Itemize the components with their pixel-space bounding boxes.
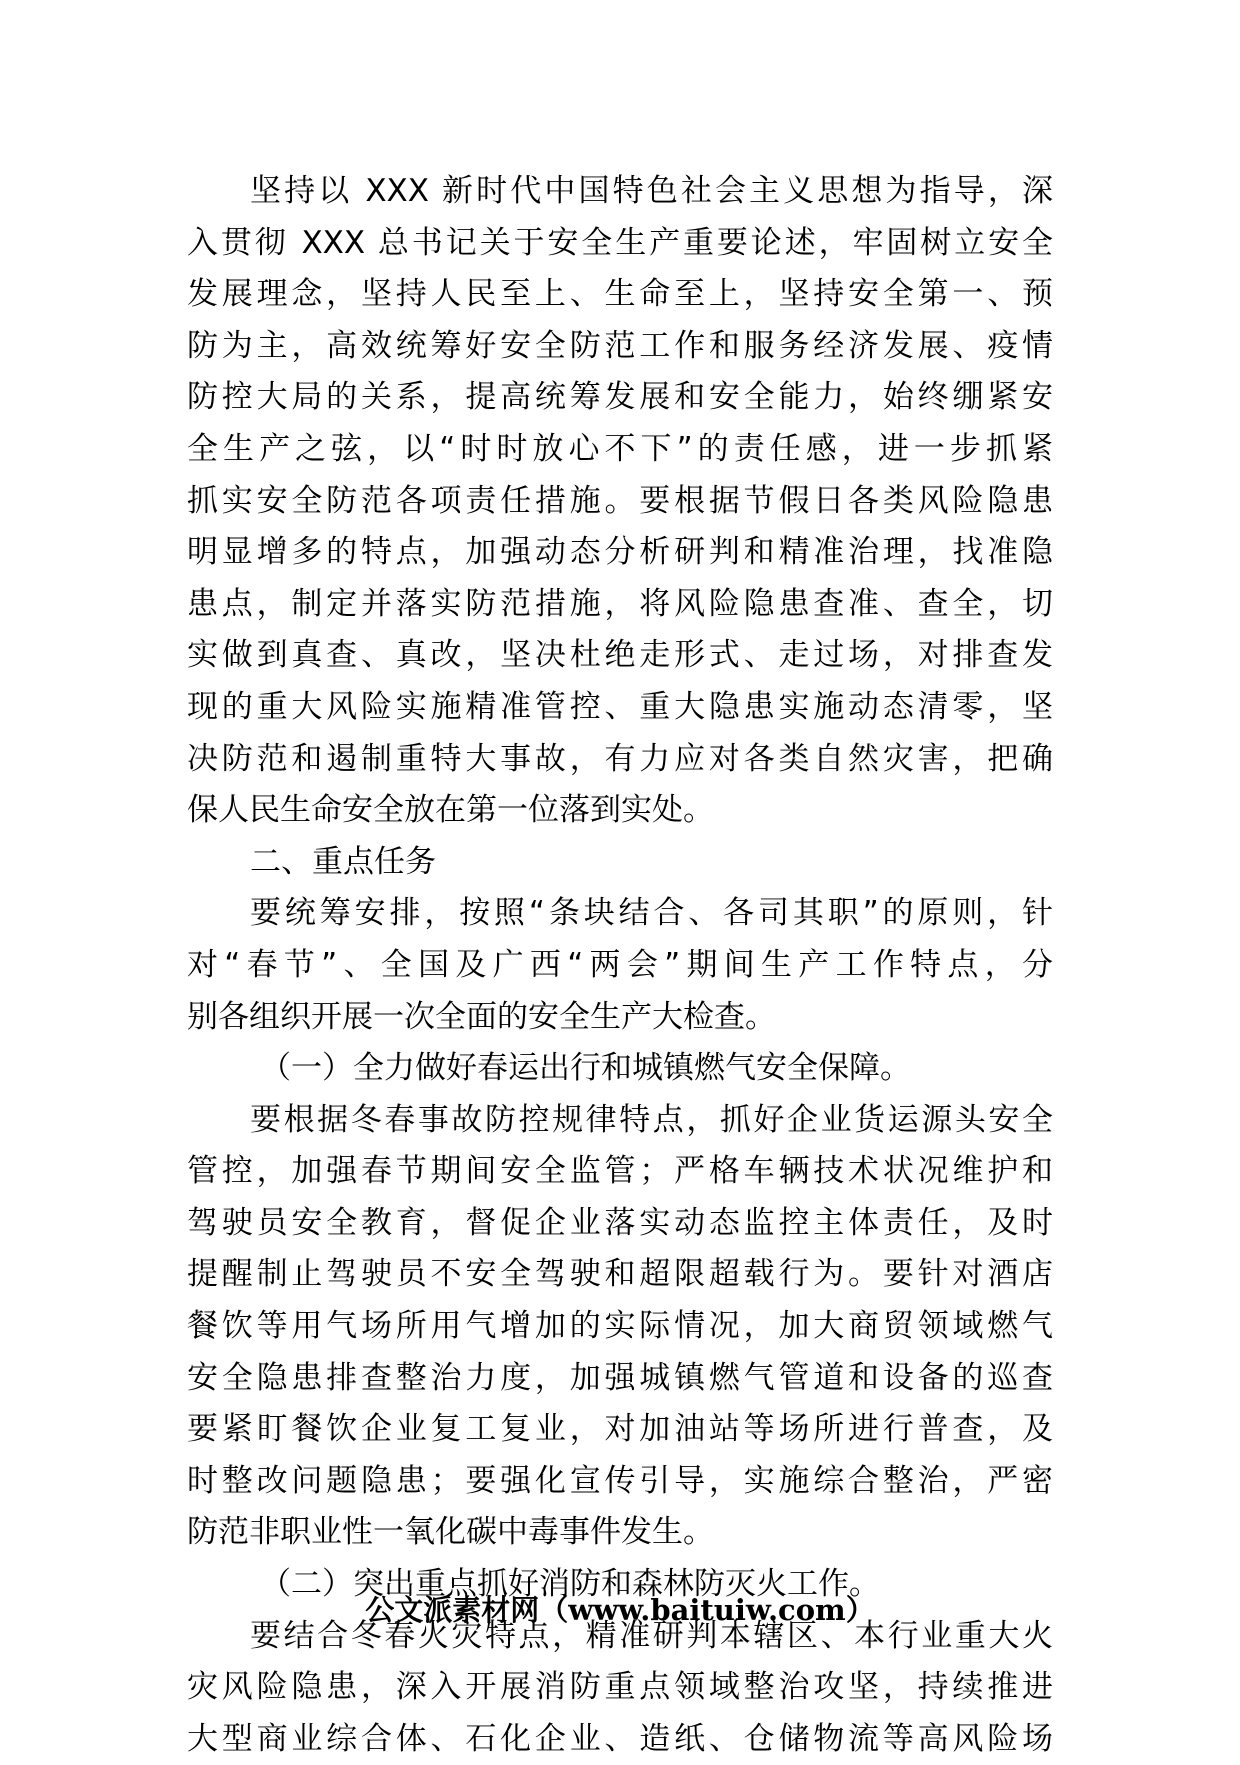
paragraph-2 bbox=[187, 888, 1053, 1043]
text-line: 要统筹安排，按照“条块结合、各司其职”的原则，针 bbox=[250, 895, 1053, 932]
text-line: 时整改问题隐患；要强化宣传引导，实施综合整治，严密 bbox=[187, 1462, 1053, 1499]
footer-watermark: 公文派素材网（www.baituiw.com） bbox=[365, 1593, 875, 1627]
text-line: 提醒制止驾驶员不安全驾驶和超限超载行为。要针对酒店 bbox=[187, 1256, 1053, 1293]
text-line: 实做到真查、真改，坚决杜绝走形式、走过场，对排查发 bbox=[187, 637, 1053, 674]
section-heading: 二、重点任务 bbox=[250, 843, 436, 880]
text-line: 决防范和遏制重特大事故，有力应对各类自然灾害，把确 bbox=[187, 740, 1053, 777]
text-line: 别各组织开展一次全面的安全生产大检查。 bbox=[187, 998, 776, 1035]
text-line: 发展理念，坚持人民至上、生命至上，坚持安全第一、预 bbox=[187, 276, 1053, 313]
text-line: 要根据冬春事故防控规律特点，抓好企业货运源头安全 bbox=[250, 1101, 1053, 1138]
text-line: 管控，加强春节期间安全监管；严格车辆技术状况维护和 bbox=[187, 1153, 1053, 1190]
paragraph-1 bbox=[187, 166, 1053, 837]
text-line: 入贯彻 XXX 总书记关于安全生产重要论述，牢固树立安全 bbox=[187, 224, 1053, 261]
text-line: 防控大局的关系，提高统筹发展和安全能力，始终绷紧安 bbox=[187, 379, 1053, 416]
text-line: 对“春节”、全国及广西“两会”期间生产工作特点，分 bbox=[187, 946, 1053, 983]
text-line: 安全隐患排查整治力度，加强城镇燃气管道和设备的巡查 bbox=[187, 1359, 1053, 1396]
text-line: 驾驶员安全教育，督促企业落实动态监控主体责任，及时 bbox=[187, 1204, 1053, 1241]
text-line: 防为主，高效统筹好安全防范工作和服务经济发展、疫情 bbox=[187, 327, 1053, 364]
text-line: 明显增多的特点，加强动态分析研判和精准治理，找准隐 bbox=[187, 534, 1053, 571]
subsection-heading-2: （二）突出重点抓好消防和森林防灭火工作。 bbox=[260, 1566, 880, 1603]
paragraph-4 bbox=[187, 1611, 1053, 1765]
text-line: 要结合冬春火灾特点，精准研判本辖区、本行业重大火 bbox=[250, 1617, 1053, 1654]
text-line: 患点，制定并落实防范措施，将风险隐患查准、查全，切 bbox=[187, 585, 1053, 622]
text-line: 要紧盯餐饮企业复工复业，对加油站等场所进行普查，及 bbox=[187, 1411, 1053, 1448]
text-line: 大型商业综合体、石化企业、造纸、仓储物流等高风险场 bbox=[187, 1720, 1053, 1757]
text-line: 保人民生命安全放在第一位落到实处。 bbox=[187, 792, 714, 829]
text-line: 餐饮等用气场所用气增加的实际情况，加大商贸领域燃气 bbox=[187, 1308, 1053, 1345]
text-line: 抓实安全防范各项责任措施。要根据节假日各类风险隐患 bbox=[187, 482, 1053, 519]
text-line: 全生产之弦，以“时时放心不下”的责任感，进一步抓紧 bbox=[187, 430, 1053, 467]
text-line: 坚持以 XXX 新时代中国特色社会主义思想为指导，深 bbox=[250, 173, 1053, 209]
subsection-heading-1: （一）全力做好春运出行和城镇燃气安全保障。 bbox=[260, 1050, 911, 1087]
paragraph-3 bbox=[187, 1095, 1053, 1559]
text-line: 防范非职业性一氧化碳中毒事件发生。 bbox=[187, 1514, 714, 1551]
text-line: 灾风险隐患，深入开展消防重点领域整治攻坚，持续推进 bbox=[187, 1669, 1053, 1706]
text-line: 现的重大风险实施精准管控、重大隐患实施动态清零，坚 bbox=[187, 688, 1053, 725]
document-body bbox=[187, 166, 1053, 1765]
